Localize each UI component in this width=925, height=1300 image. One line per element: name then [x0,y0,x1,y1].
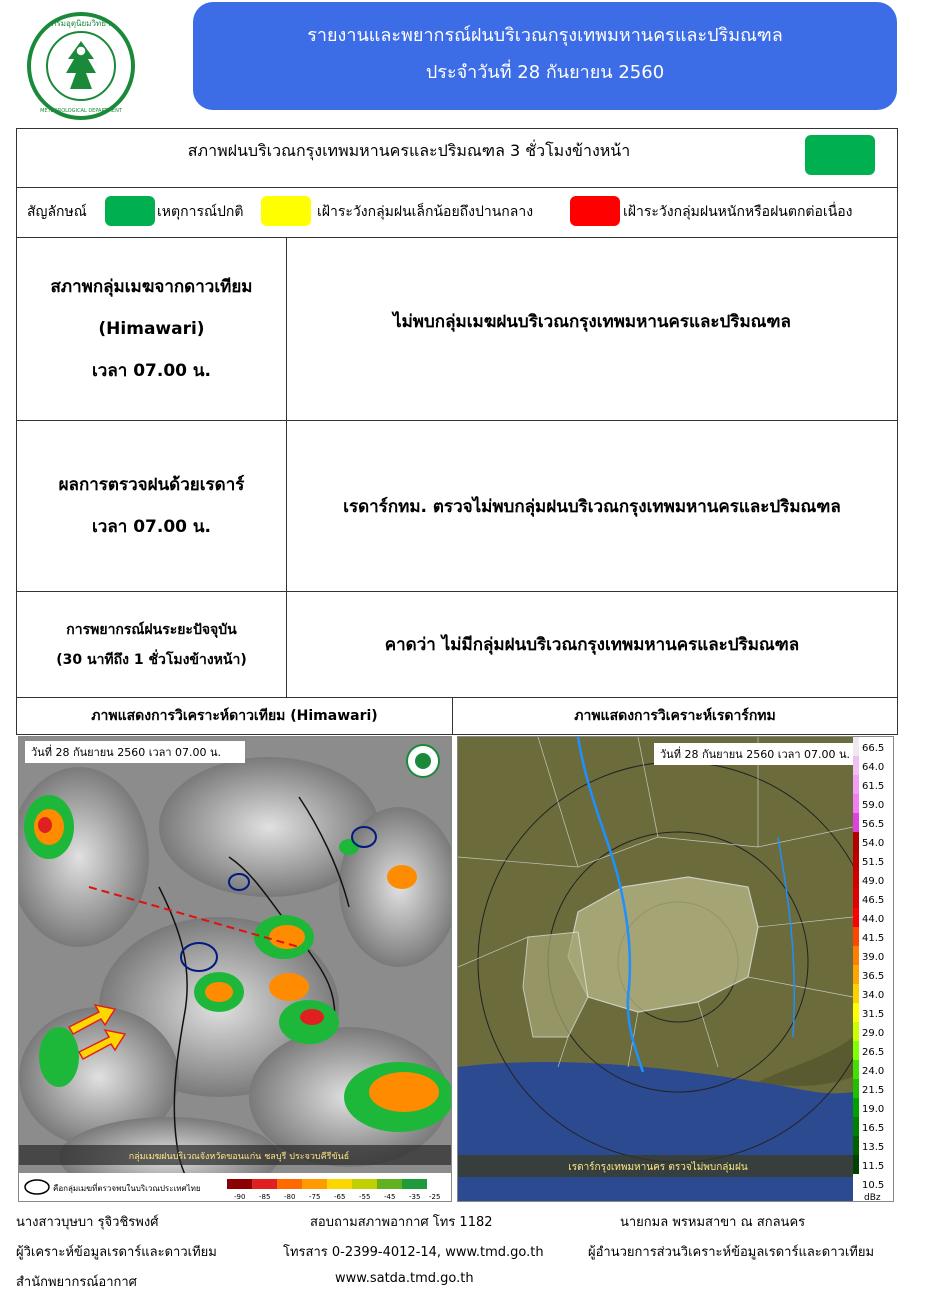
satellite-value: ไม่พบกลุ่มเมฆฝนบริเวณกรุงเทพมหานครและปริมณฑล [393,312,791,332]
svg-text:10.5: 10.5 [862,1180,885,1191]
svg-text:64.0: 64.0 [862,762,885,773]
nowcast-label-cell [16,591,287,698]
report-date: ประจำวันที่ 28 กันยายน 2560 [425,62,665,83]
radar-color-scale [853,737,894,1202]
satellite-label-cell [16,237,287,421]
legend-label: สัญลักษณ์ [27,204,87,220]
director-name: นายกมล พรหมสาขา ณ สกลนคร [620,1215,806,1230]
report-header-banner [193,2,897,110]
status-indicator [805,135,875,175]
svg-text:16.5: 16.5 [862,1123,885,1134]
legend-text-moderate: เฝ้าระวังกลุ่มฝนเล็กน้อยถึงปานกลาง [317,204,534,220]
svg-text:31.5: 31.5 [862,1009,885,1020]
contact-phone: สอบถามสภาพอากาศ โทร 1182 [310,1215,493,1230]
svg-text:54.0: 54.0 [862,838,885,849]
svg-text:21.5: 21.5 [862,1085,885,1096]
legend-swatch-yellow [261,196,311,226]
analyst-role: ผู้วิเคราะห์ข้อมูลเรดาร์และดาวเทียม [16,1245,217,1260]
svg-text:-80: -80 [284,1193,296,1201]
svg-text:11.5: 11.5 [862,1161,885,1172]
radar-label-line2: เวลา 07.00 น. [91,517,211,537]
svg-text:34.0: 34.0 [862,990,885,1001]
tmd-logo [26,11,136,121]
svg-text:dBz: dBz [864,1193,881,1202]
svg-text:-90: -90 [234,1193,246,1201]
report-title: รายงานและพยากรณ์ฝนบริเวณกรุงเทพมหานครและปริมณฑล [307,25,783,46]
contact-web[interactable]: www.satda.tmd.go.th [335,1271,474,1286]
svg-text:41.5: 41.5 [862,933,885,944]
svg-text:29.0: 29.0 [862,1028,885,1039]
svg-text:-55: -55 [359,1193,371,1201]
status-row [16,128,898,188]
radar-bottom-note: เรดาร์กรุงเทพมหานคร ตรวจไม่พบกลุ่มฝน [568,1162,748,1173]
radar-image [457,736,894,1202]
radar-label-cell [16,420,287,592]
satellite-label-line2: (Himawari) [98,319,205,339]
svg-text:-65: -65 [334,1193,346,1201]
satellite-label-line3: เวลา 07.00 น. [91,361,211,381]
svg-text:กรมอุตุนิยมวิทยา: กรมอุตุนิยมวิทยา [51,19,111,28]
legend-text-heavy: เฝ้าระวังกลุ่มฝนหนักหรือฝนตกต่อเนื่อง [623,204,853,220]
director-role: ผู้อำนวยการส่วนวิเคราะห์ข้อมูลเรดาร์และดาวเทียม [588,1245,875,1260]
legend-swatch-red [570,196,620,226]
satellite-image-caption: ภาพแสดงการวิเคราะห์ดาวเทียม (Himawari) [16,697,453,735]
svg-text:-85: -85 [259,1193,271,1201]
svg-text:24.0: 24.0 [862,1066,885,1077]
svg-text:56.5: 56.5 [862,819,885,830]
svg-text:-75: -75 [309,1193,321,1201]
svg-text:19.0: 19.0 [862,1104,885,1115]
svg-text:61.5: 61.5 [862,781,885,792]
radar-timestamp: วันที่ 28 กันยายน 2560 เวลา 07.00 น. [660,748,851,761]
svg-text:44.0: 44.0 [862,914,885,925]
svg-text:26.5: 26.5 [862,1047,885,1058]
nowcast-value-cell [286,591,898,698]
radar-image-caption: ภาพแสดงการวิเคราะห์เรดาร์กทม [452,697,898,735]
status-title: สภาพฝนบริเวณกรุงเทพมหานครและปริมณฑล 3 ชั่วโมงข้างหน้า [187,141,631,160]
svg-text:-35: -35 [409,1193,421,1201]
office-name: สำนักพยากรณ์อากาศ [16,1275,137,1290]
satellite-timestamp: วันที่ 28 กันยายน 2560 เวลา 07.00 น. [31,746,222,759]
svg-text:-25: -25 [429,1193,441,1201]
satellite-value-cell [286,237,898,421]
radar-value-cell [286,420,898,592]
legend-swatch-green [105,196,155,226]
svg-text:39.0: 39.0 [862,952,885,963]
radar-value: เรดาร์กทม. ตรวจไม่พบกลุ่มฝนบริเวณกรุงเทพมหานครและปริมณฑล [343,496,841,517]
nowcast-value: คาดว่า ไม่มีกลุ่มฝนบริเวณกรุงเทพมหานครและปริมณฑล [384,635,800,655]
svg-text:13.5: 13.5 [862,1142,885,1153]
svg-text:METEOROLOGICAL DEPARTMENT: METEOROLOGICAL DEPARTMENT [40,108,122,114]
svg-text:-45: -45 [384,1193,396,1201]
satellite-image [18,736,452,1202]
legend-text-normal: เหตุการณ์ปกติ [157,204,244,220]
svg-text:46.5: 46.5 [862,895,885,906]
satellite-legend-note: คือกลุ่มเมฆที่ตรวจพบในบริเวณประเทศไทย [53,1184,201,1193]
radar-label-line1: ผลการตรวจฝนด้วยเรดาร์ [58,475,245,495]
svg-text:49.0: 49.0 [862,876,885,887]
satellite-label-line1: สภาพกลุ่มเมฆจากดาวเทียม [50,277,253,297]
legend-row [16,187,898,238]
svg-text:51.5: 51.5 [862,857,885,868]
svg-text:36.5: 36.5 [862,971,885,982]
svg-text:66.5: 66.5 [862,743,885,754]
contact-fax: โทรสาร 0-2399-4012-14, www.tmd.go.th [283,1245,544,1260]
analyst-name: นางสาวบุษบา รุจิวชิรพงศ์ [16,1215,159,1230]
nowcast-label-line1: การพยากรณ์ฝนระยะปัจจุบัน [66,621,237,638]
svg-text:59.0: 59.0 [862,800,885,811]
satellite-bottom-note: กลุ่มเมฆฝนบริเวณจังหวัดขอนแก่น ชลบุรี ประจวบคีรีขันธ์ [128,1152,350,1162]
nowcast-label-line2: (30 นาทีถึง 1 ชั่วโมงข้างหน้า) [56,651,247,668]
